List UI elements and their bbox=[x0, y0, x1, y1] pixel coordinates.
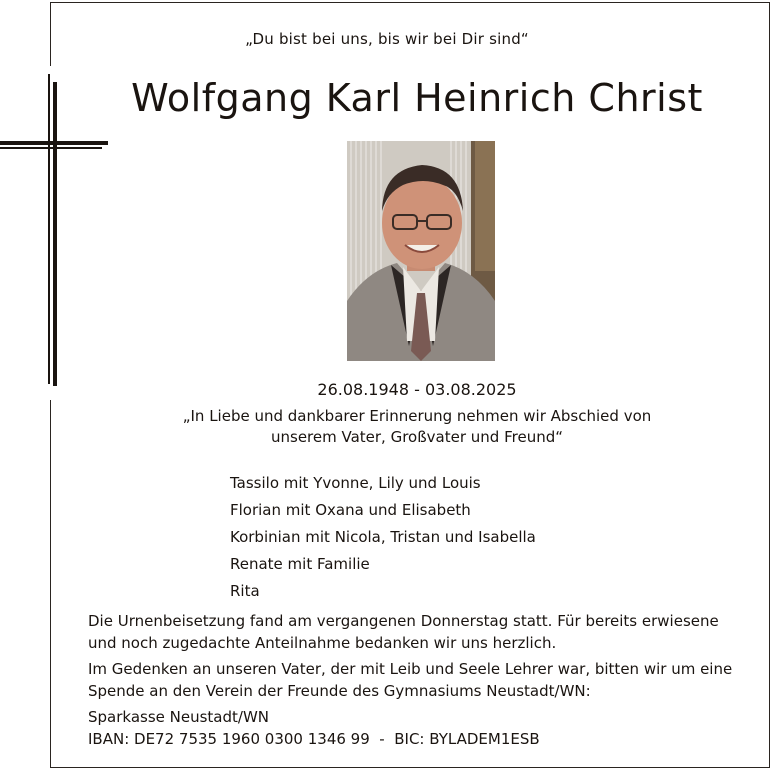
cross-icon-shadow bbox=[48, 74, 50, 384]
farewell-line: unserem Vater, Großvater und Freund“ bbox=[270, 428, 564, 446]
cross-icon bbox=[53, 82, 57, 386]
deceased-name: Wolfgang Karl Heinrich Christ bbox=[131, 76, 703, 120]
motto: „Du bist bei uns, bis wir bei Dir sind“ bbox=[245, 30, 529, 48]
portrait-image bbox=[347, 141, 495, 361]
family-member: Rita bbox=[230, 582, 260, 600]
notice-line: und noch zugedachte Anteilnahme bedanken wir uns herzlich. bbox=[88, 634, 557, 652]
family-member: Florian mit Oxana und Elisabeth bbox=[230, 501, 471, 519]
portrait-photo bbox=[347, 141, 495, 361]
life-dates: 26.08.1948 - 03.08.2025 bbox=[317, 380, 517, 399]
bank-details bbox=[88, 706, 738, 750]
cross-icon-bar bbox=[0, 141, 108, 145]
family-member: Tassilo mit Yvonne, Lily und Louis bbox=[230, 474, 481, 492]
donation-request bbox=[88, 658, 738, 702]
bank-iban: IBAN: DE72 7535 1960 0300 1346 99 - BIC: BYLADEM1ESB bbox=[88, 730, 540, 748]
donation-line: Im Gedenken an unseren Vater, der mit Leib und Seele Lehrer war, bitten wir um eine bbox=[88, 660, 733, 678]
family-member: Korbinian mit Nicola, Tristan und Isabella bbox=[230, 528, 536, 546]
donation-line: Spende an den Verein der Freunde des Gymnasiums Neustadt/WN: bbox=[88, 682, 591, 700]
farewell-text bbox=[0, 406, 774, 448]
family-member: Renate mit Familie bbox=[230, 555, 370, 573]
cross-icon-bar-shadow bbox=[0, 147, 102, 149]
family-list bbox=[230, 470, 536, 605]
notice-line: Die Urnenbeisetzung fand am vergangenen Donnerstag statt. Für bereits erwiesene bbox=[88, 612, 719, 630]
farewell-line: „In Liebe und dankbarer Erinnerung nehmen wir Abschied von bbox=[182, 407, 652, 425]
bank-name: Sparkasse Neustadt/WN bbox=[88, 708, 269, 726]
burial-notice bbox=[88, 610, 738, 654]
